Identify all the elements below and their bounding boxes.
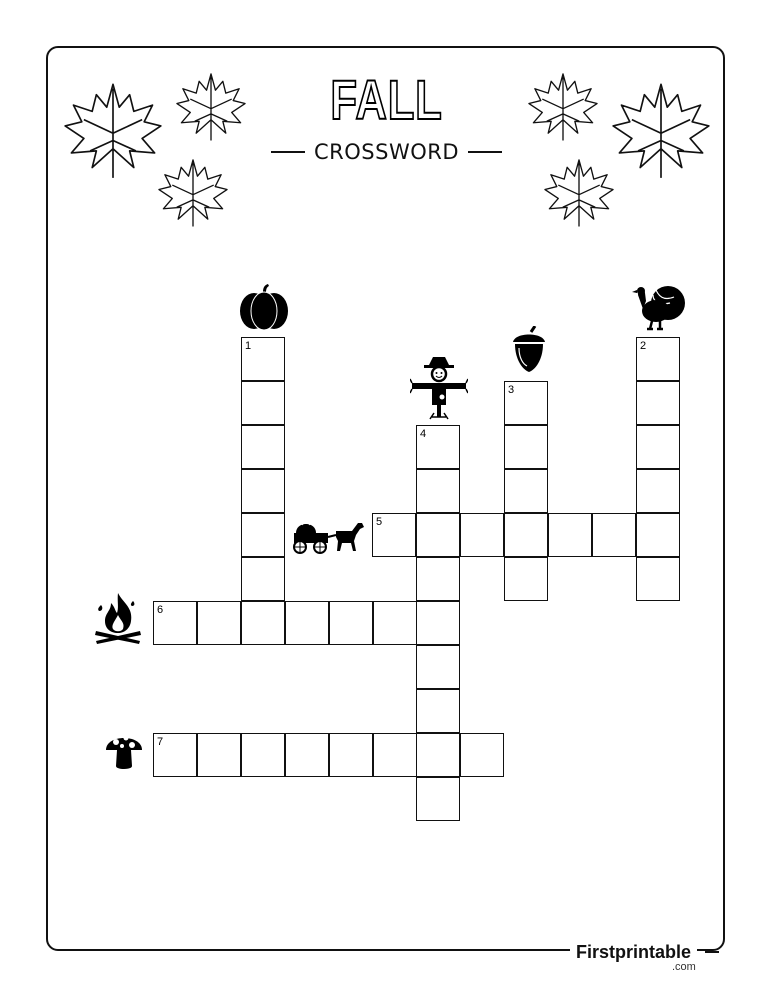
mushroom-icon	[104, 728, 144, 772]
crossword-cell[interactable]	[504, 513, 548, 557]
crossword-cell[interactable]	[636, 557, 680, 601]
crossword-cell[interactable]	[241, 381, 285, 425]
crossword-cell[interactable]	[285, 601, 329, 645]
turkey-icon	[630, 281, 688, 331]
clue-number: 1	[245, 340, 252, 352]
page-subtitle: CROSSWORD	[314, 140, 459, 164]
crossword-cell[interactable]	[416, 733, 460, 777]
scarecrow-icon	[410, 355, 468, 421]
crossword-cell[interactable]	[416, 425, 460, 469]
crossword-cell[interactable]	[153, 733, 197, 777]
brand-name: Firstprintable	[570, 942, 697, 963]
clue-number: 4	[420, 428, 427, 440]
clue-number: 5	[376, 516, 383, 528]
acorn-icon	[509, 326, 549, 374]
crossword-cell[interactable]	[416, 777, 460, 821]
crossword-cell[interactable]	[548, 513, 592, 557]
clue-number: 7	[157, 736, 164, 748]
crossword-cell[interactable]	[416, 645, 460, 689]
crossword-cell[interactable]	[460, 513, 504, 557]
crossword-cell[interactable]	[241, 337, 285, 381]
crossword-cell[interactable]	[460, 733, 504, 777]
crossword-cell[interactable]	[416, 601, 460, 645]
crossword-cell[interactable]	[329, 601, 373, 645]
clue-number: 6	[157, 604, 164, 616]
clue-number: 2	[640, 340, 647, 352]
crossword-cell[interactable]	[241, 513, 285, 557]
crossword-cell[interactable]	[636, 513, 680, 557]
crossword-cell[interactable]	[636, 381, 680, 425]
hay-wagon-icon	[292, 517, 366, 555]
crossword-cell[interactable]	[416, 513, 460, 557]
crossword-cell[interactable]	[636, 469, 680, 513]
crossword-cell[interactable]	[504, 557, 548, 601]
crossword-cell[interactable]	[373, 601, 417, 645]
divider	[705, 951, 719, 953]
crossword-cell[interactable]	[416, 689, 460, 733]
crossword-cell[interactable]	[197, 601, 241, 645]
crossword-cell[interactable]	[504, 425, 548, 469]
crossword-cell[interactable]	[504, 469, 548, 513]
brand-suffix: .com	[672, 961, 696, 973]
crossword-cell[interactable]	[373, 733, 417, 777]
crossword-cell[interactable]	[241, 469, 285, 513]
clue-number: 3	[508, 384, 515, 396]
crossword-cell[interactable]	[241, 425, 285, 469]
crossword-cell[interactable]	[416, 469, 460, 513]
crossword-cell[interactable]	[153, 601, 197, 645]
campfire-icon	[93, 591, 143, 645]
crossword-cell[interactable]	[504, 381, 548, 425]
crossword-cell[interactable]	[285, 733, 329, 777]
crossword-cell[interactable]	[372, 513, 416, 557]
crossword-cell[interactable]	[241, 733, 285, 777]
crossword-cell[interactable]	[592, 513, 636, 557]
crossword-cell[interactable]	[241, 557, 285, 601]
crossword-cell[interactable]	[636, 425, 680, 469]
crossword-cell[interactable]	[197, 733, 241, 777]
crossword-cell[interactable]	[329, 733, 373, 777]
pumpkin-icon	[238, 283, 290, 331]
page-title: FALL	[330, 68, 443, 131]
crossword-cell[interactable]	[416, 557, 460, 601]
crossword-cell[interactable]	[636, 337, 680, 381]
crossword-cell[interactable]	[241, 601, 285, 645]
